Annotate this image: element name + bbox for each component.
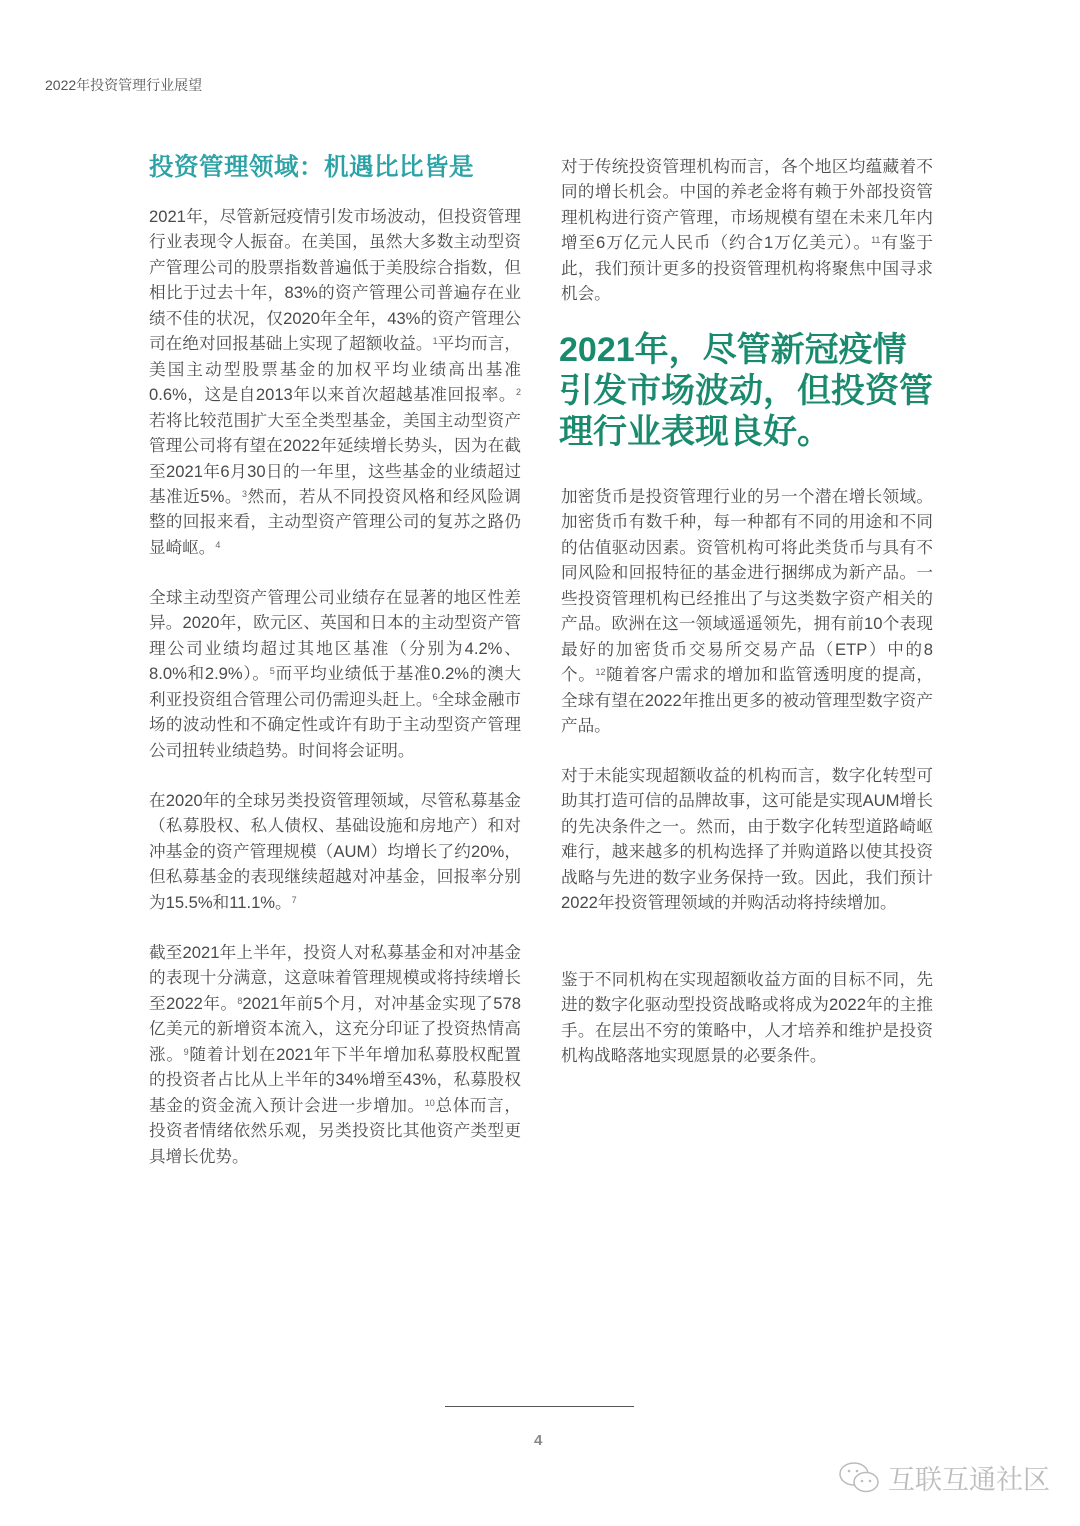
paragraph-text: 在2020年的全球另类投资管理领域，尽管私募基金（私募股权、私人债权、基础设施和房地产）和对冲基金的资产管理规模（AUM）均增长了约20%，但私募基金的表现继续超越对冲基金，回报率分别为15.5%和11.1%。 <box>149 791 521 912</box>
pull-quote-heading: 2021年，尽管新冠疫情引发市场波动，但投资管理行业表现良好。 <box>559 331 933 451</box>
paragraph-text: 平均而言，美国主动型股票基金的加权平均业绩高出基准0.6%，这是自2013年以来首次超越基准回报率。 <box>149 334 521 405</box>
footnote-ref: 7 <box>291 894 297 905</box>
paragraph <box>149 788 521 915</box>
watermark-text: 互联互通社区 <box>888 1465 1050 1495</box>
running-header: 2022年投资管理行业展望 <box>45 77 203 93</box>
paragraph-text: 而平均业绩低于基准0.2%的澳大利亚投资组合管理公司仍需迎头赶上。 <box>149 664 521 709</box>
paragraph-text: 随着计划在2021年下半年增加私募股权配置的投资者占比从上半年的34%增至43%，私募股权基金的资金流入预计会进一步增加。 <box>149 1044 521 1115</box>
footnote-ref: 3 <box>242 488 248 499</box>
paragraph-text: 然而，若从不同投资风格和经风险调整的回报来看，主动型资产管理公司的复苏之路仍显崎岖。 <box>149 486 522 557</box>
paragraph <box>149 940 521 1169</box>
footnote-ref: 8 <box>237 995 243 1006</box>
paragraph <box>149 585 521 763</box>
footnote-ref: 11 <box>871 235 881 246</box>
footnote-ref: 9 <box>183 1046 189 1057</box>
paragraph-text: 全球主动型资产管理公司业绩存在显著的地区性差异。2020年，欧元区、英国和日本的主动型资产管理公司业绩均超过其地区基准（分别为4.2%、8.0%和2.9%）。 <box>149 588 521 684</box>
paragraph-text: 2021年前5个月，对冲基金实现了578亿美元的新增资本流入，这充分印证了投资热情高涨。 <box>149 993 521 1064</box>
paragraph-text: 对于未能实现超额收益的机构而言，数字化转型可助其打造可信的品牌故事，这可能是实现AUM增长的先决条件之一。然而，由于数字化转型道路崎岖难行，越来越多的机构选择了并购道路以使其投资战略与先进的数字业务保持一致。因此，我们预计2022年投资管理领域的并购活动将持续增加。 <box>561 766 933 913</box>
paragraph <box>149 204 521 560</box>
paragraph-text: 若将比较范围扩大至全类型基金，美国主动型资产管理公司将有望在2022年延续增长势头，因为在截至2021年6月30日的一年里，这些基金的业绩超过基准近5%。 <box>149 410 521 506</box>
paragraph-text: 对于传统投资管理机构而言，各个地区均蕴藏着不同的增长机会。中国的养老金将有赖于外部投资管理机构进行资产管理，市场规模有望在未来几年内增至6万亿元人民币（约合1万亿美元）。 <box>561 157 933 253</box>
footnote-ref: 5 <box>269 666 275 677</box>
paragraph-text: 有鉴于此，我们预计更多的投资管理机构将聚焦中国寻求机会。 <box>561 233 933 304</box>
paragraph-text: 2021年，尽管新冠疫情引发市场波动，但投资管理行业表现令人振奋。在美国，虽然大多数主动型资产管理公司的股票指数普遍低于美股综合指数，但相比于过去十年，83%的资产管理公司普遍存在业绩不佳的状况，仅2020年全年，43%的资产管理公司在绝对回报基础上实现了超额收益。 <box>149 207 521 354</box>
paragraph <box>561 967 933 1069</box>
footnote-ref: 2 <box>515 387 521 398</box>
paragraph <box>561 484 933 739</box>
footnote-ref: 6 <box>432 691 438 702</box>
footnote-ref: 1 <box>432 336 438 347</box>
footnote-ref: 12 <box>595 667 606 678</box>
footer-divider <box>445 1406 634 1407</box>
paragraph-text: 全球金融市场的波动性和不确定性或许有助于主动型资产管理公司扭转业绩趋势。时间将会证明。 <box>149 689 521 760</box>
section-title: 投资管理领域：机遇比比皆是 <box>149 154 474 181</box>
page-number: 4 <box>534 1432 543 1449</box>
paragraph-text: 加密货币是投资管理行业的另一个潜在增长领域。加密货币有数千种，每一种都有不同的用途和不同的估值驱动因素。资管机构可将此类货币与具有不同风险和回报特征的基金进行捆绑成为新产品。一些投资管理机构已经推出了与这类数字资产相关的产品。欧洲在这一领域遥遥领先，拥有前10个表现最好的加密货币交易所交易产品（ETP）中的8个。 <box>561 487 933 685</box>
paragraph <box>561 154 933 307</box>
paragraph-text: 截至2021年上半年，投资人对私募基金和对冲基金的表现十分满意，这意味着管理规模或将持续增长至2022年。 <box>149 943 521 1013</box>
watermark <box>838 1458 1050 1497</box>
wechat-icon <box>838 1460 882 1496</box>
paragraph-text: 随着客户需求的增加和监管透明度的提高，全球有望在2022年推出更多的被动管理型数字资产产品。 <box>561 665 934 736</box>
footnote-ref: 4 <box>215 539 221 550</box>
paragraph <box>561 763 933 916</box>
footnote-ref: 10 <box>424 1097 435 1108</box>
paragraph-text: 鉴于不同机构在实现超额收益方面的目标不同，先进的数字化驱动型投资战略或将成为2022年的主推手。在层出不穷的策略中，人才培养和维护是投资机构战略落地实现愿景的必要条件。 <box>561 970 933 1066</box>
paragraph-text: 总体而言，投资者情绪依然乐观，另类投资比其他资产类型更具增长优势。 <box>149 1095 521 1166</box>
